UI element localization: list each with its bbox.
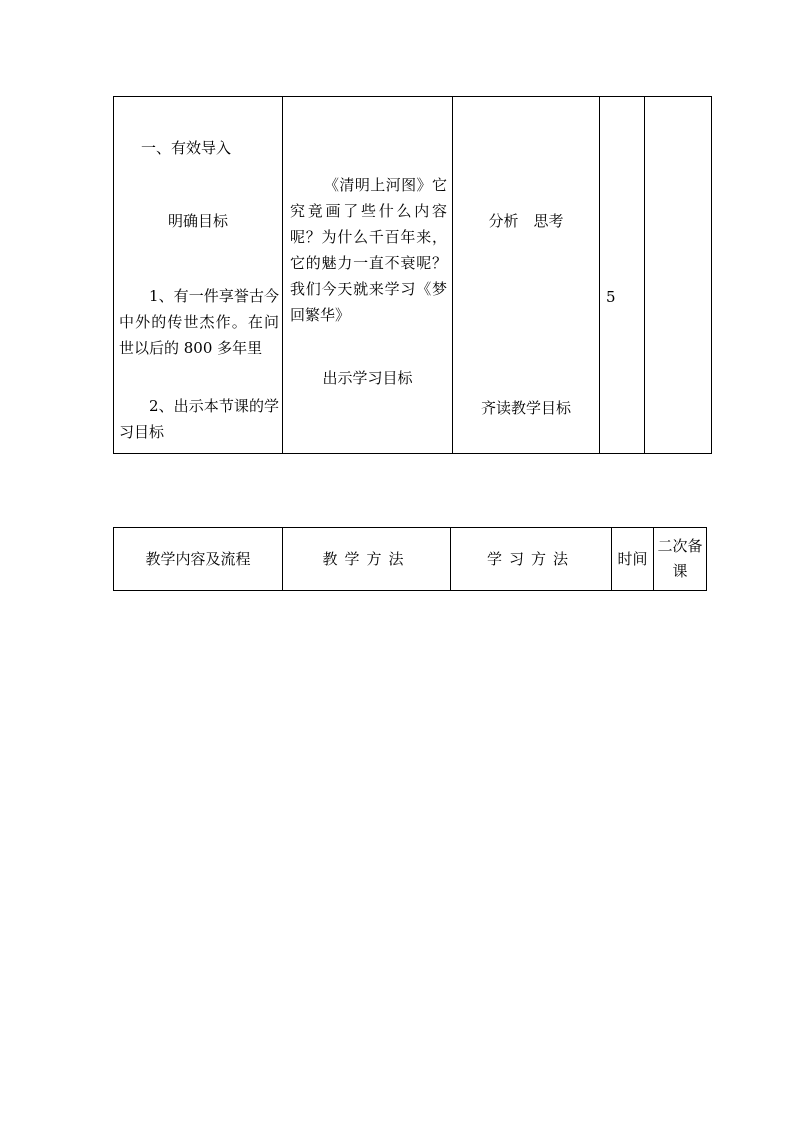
learning-method-text: 分析 思考 bbox=[488, 212, 564, 230]
step-heading: 一、有效导入 bbox=[141, 139, 232, 157]
time-cell bbox=[600, 97, 645, 454]
learning-method-action: 齐读教学目标 bbox=[480, 399, 571, 417]
lesson-step-row bbox=[114, 97, 712, 454]
teaching-method-text: 《清明上河图》它究竟画了些什么内容呢？为什么千百年来，它的魅力一直不衰呢？我们今天就来学习《梦回繁华》 bbox=[290, 176, 447, 324]
lesson-step-table bbox=[113, 96, 712, 454]
step-item-2: 2、出示本节课的学习目标 bbox=[119, 397, 279, 441]
step-item-1: 1、有一件享誉古今中外的传世杰作。在问世以后的 800 多年里 bbox=[119, 287, 279, 357]
header-teaching-method: 教学方法 bbox=[283, 528, 451, 591]
header-second-prep: 二次备课 bbox=[654, 528, 707, 591]
content-flow-cell bbox=[114, 97, 283, 454]
teaching-method-cell bbox=[283, 97, 453, 454]
teaching-method-action: 出示学习目标 bbox=[322, 369, 413, 387]
header-table bbox=[113, 527, 707, 591]
header-content-flow: 教学内容及流程 bbox=[114, 528, 283, 591]
step-subheading: 明确目标 bbox=[167, 212, 228, 230]
header-row bbox=[114, 528, 707, 591]
header-time: 时间 bbox=[612, 528, 654, 591]
learning-method-cell bbox=[453, 97, 600, 454]
second-prep-cell bbox=[645, 97, 712, 454]
header-learning-method: 学习方法 bbox=[451, 528, 612, 591]
time-value: 5 bbox=[606, 288, 616, 306]
